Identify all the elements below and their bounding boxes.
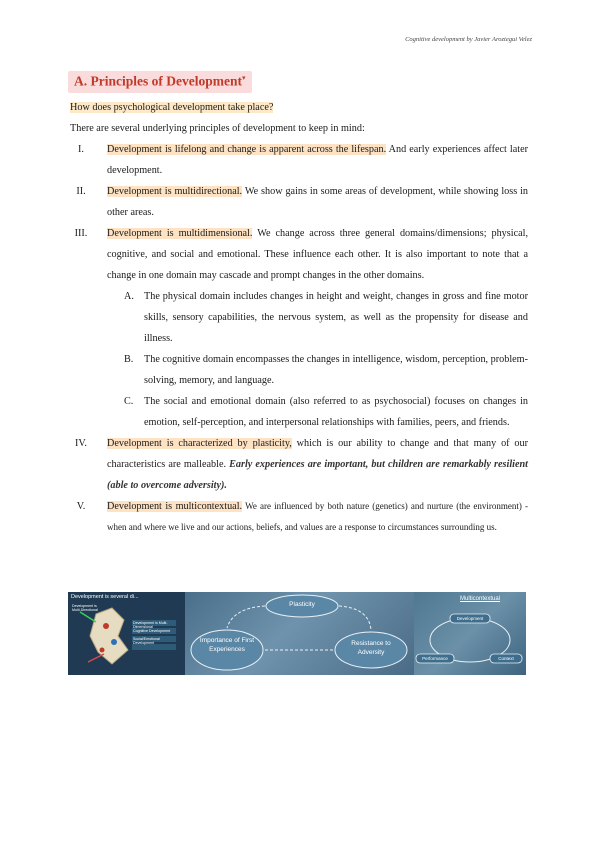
principle-item: [70, 496, 528, 538]
collapse-caret-icon[interactable]: ▾: [241, 74, 246, 82]
domain-subitem: [70, 349, 528, 391]
principle-highlight: Development is characterized by plasticity,: [107, 438, 292, 449]
section-title: [68, 71, 252, 93]
development-label: Development: [456, 616, 484, 621]
principle-highlight: Development is lifelong and change is apparent across the lifespan.: [107, 144, 387, 155]
principle-text: We change across three general domains/dimensions; physical, cognitive, and social and emotional. These influence each other. It is also important to note that a change in one domain may cascade and prompt changes in the other domains.: [107, 228, 528, 281]
slide-thumbnail-multicontextual: [414, 592, 526, 675]
item-number: II.: [76, 186, 86, 197]
slide-item: Cognitive Development: [133, 629, 171, 633]
item-number: III.: [74, 228, 88, 239]
subitem-letter: B.: [124, 354, 134, 365]
principle-highlight: Development is multicontextual.: [107, 501, 243, 512]
context-label: Context: [498, 656, 514, 661]
domain-subitem: [70, 286, 528, 349]
slide-item: Development is Multi-Directional: [72, 604, 98, 612]
slide-thumbnail-plasticity: [185, 592, 414, 675]
first-experiences-label: Importance of First Experiences: [199, 637, 255, 653]
intro-text: There are several underlying principles of development to keep in mind:: [70, 123, 365, 134]
subitem-letter: C.: [124, 396, 134, 407]
principle-item: [70, 223, 528, 286]
principle-highlight: Development is multidirectional.: [107, 186, 243, 197]
item-number: V.: [76, 501, 86, 512]
subitem-text: The social and emotional domain (also referred to as psychosocial) focuses on changes in emotion, self-perception, and interpersonal relationships with families, peers, and friends.: [144, 396, 528, 428]
performance-label: Performance: [422, 656, 448, 661]
item-number: IV.: [75, 438, 87, 449]
principle-highlight: Development is multidimensional.: [107, 228, 253, 239]
slide-title: Development is several di...: [71, 594, 139, 600]
principle-text: which is our ability to change and that many of our characteristics are malleable.: [107, 438, 528, 470]
document-body: [70, 97, 528, 538]
principle-text: And early experiences affect later development.: [107, 144, 529, 176]
subitem-text: The physical domain includes changes in height and weight, changes in gross and fine motor skills, sensory capabilities, the nervous system, as well as the propensity for disease and illness.: [144, 291, 528, 344]
illustration-strip: [68, 592, 526, 675]
slide-item: Social/Emotional Development: [133, 637, 160, 645]
slide-thumbnail-directions: [68, 592, 185, 675]
resistance-label: Resistance to Adversity: [351, 640, 391, 656]
principle-emphasis: Early experiences are important, but children are remarkably resilient (able to overcome adversity).: [107, 459, 528, 491]
context-cycle-icon: [414, 592, 526, 675]
principle-item: [70, 139, 528, 181]
section-title-text: A. Principles of Development: [74, 73, 242, 89]
item-number: I.: [78, 144, 84, 155]
principle-item: [70, 433, 528, 496]
principle-text: We are influenced by both nature (genetics) and nurture (the environment) - when and where we live and our actions, beliefs, and values are a response to circumstances surrounding us.: [107, 501, 528, 532]
principle-item: [70, 181, 528, 223]
domain-subitem: [70, 391, 528, 433]
principle-text: We show gains in some areas of development, while showing loss in other areas.: [107, 186, 529, 218]
slide-title: Multicontextual: [460, 596, 501, 602]
slide-item: Development is Multi-Dimensional: [133, 621, 168, 629]
page-header: Cognitive development by Javier Aroztegui Velez: [405, 36, 532, 43]
subitem-text: The cognitive domain encompasses the changes in intelligence, wisdom, perception, problem-solving, memory, and language.: [144, 354, 528, 386]
plasticity-label: Plasticity: [289, 601, 315, 608]
subitem-letter: A.: [124, 291, 134, 302]
guiding-question: How does psychological development take place?: [70, 102, 274, 113]
